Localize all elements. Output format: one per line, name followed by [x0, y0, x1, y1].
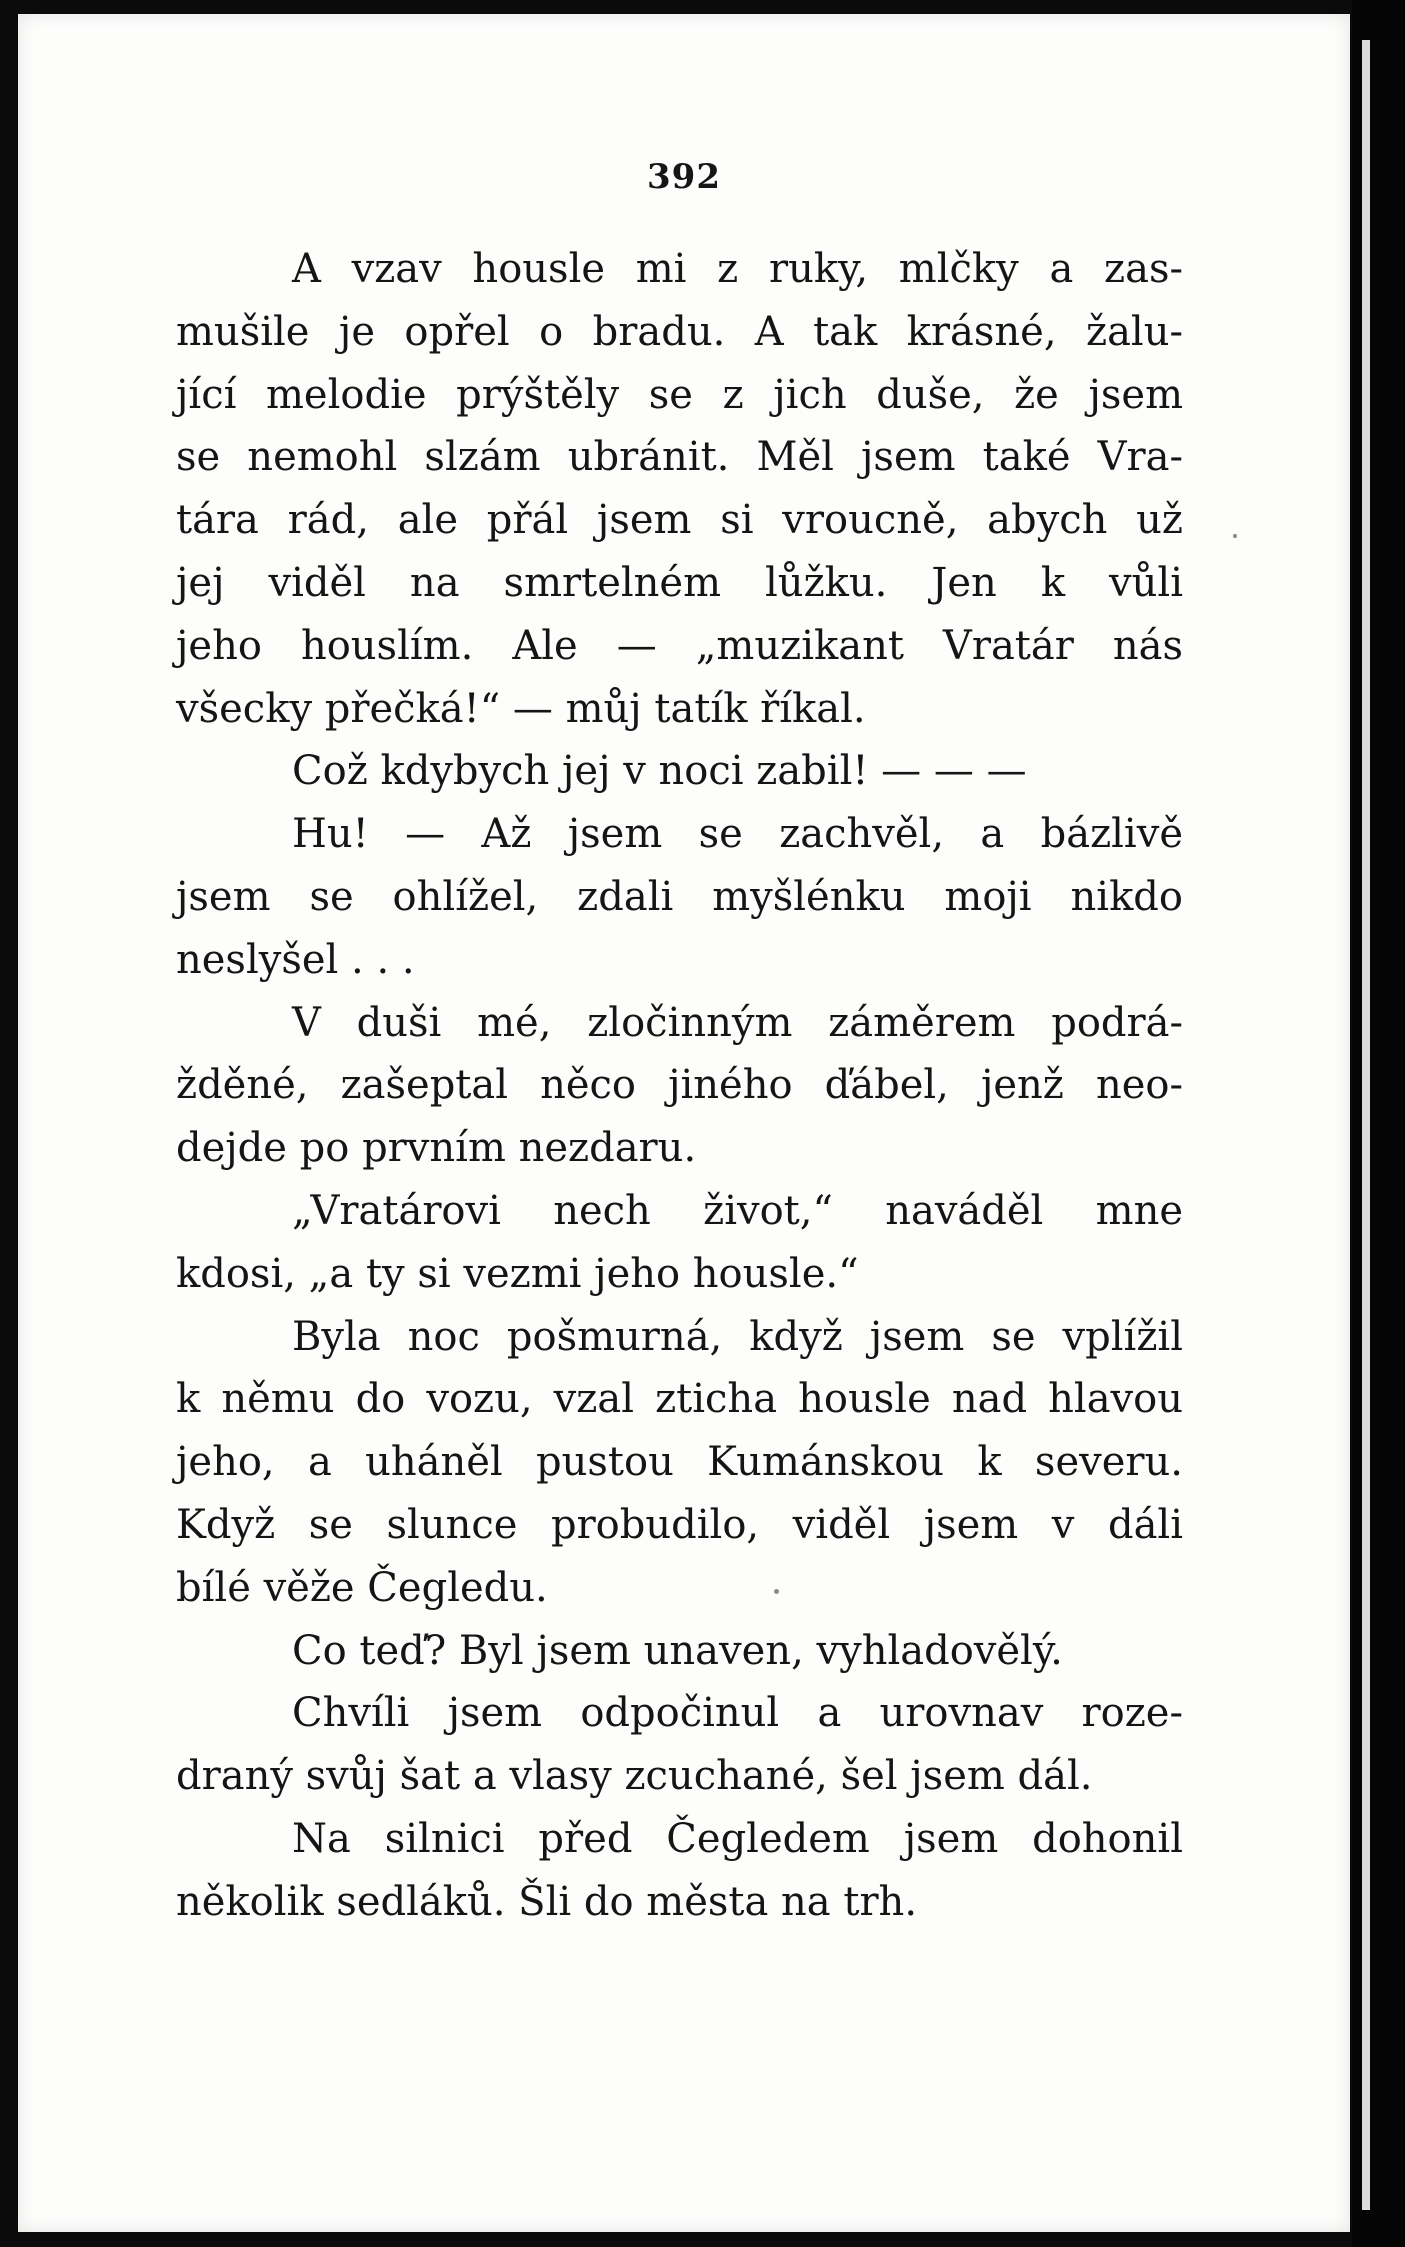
body-text [176, 238, 1183, 1934]
text-line: Chvíli jsem odpočinul a urovnav roze- [292, 1690, 1183, 1737]
text-line: Na silnici před Čegledem jsem dohonil [292, 1815, 1183, 1862]
text-line: neslyšel . . . [176, 936, 415, 983]
text-line: žděné, zašeptal něco jiného ďábel, jenž neo- [176, 1062, 1183, 1109]
text-line: V duši mé, zločinným záměrem podrá- [292, 999, 1183, 1046]
text-line: Když se slunce probudilo, viděl jsem v dáli [176, 1501, 1183, 1548]
text-line: draný svůj šat a vlasy zcuchané, šel jsem dál. [176, 1753, 1093, 1800]
adjacent-page-sliver [1362, 40, 1370, 2210]
text-line: Byla noc pošmurná, když jsem se vplížil [292, 1313, 1183, 1360]
text-line: kdosi, „a ty si vezmi jeho housle.“ [176, 1250, 859, 1297]
text-line: mušile je opřel o bradu. A tak krásné, žalu- [176, 308, 1183, 355]
text-line: všecky přečká!“ — můj tatík říkal. [176, 685, 866, 732]
text-line: tára rád, ale přál jsem si vroucně, abych už [176, 497, 1183, 544]
text-line: jeho houslím. Ale — „muzikant Vratár nás [176, 622, 1183, 669]
page-number: 392 [647, 157, 721, 197]
text-line: „Vratárovi nech život,“ naváděl mne [292, 1187, 1183, 1234]
ink-speck [1233, 534, 1237, 538]
text-line: několik sedláků. Šli do města na trh. [176, 1878, 918, 1925]
text-line: bílé věže Čegledu. [176, 1564, 548, 1611]
text-line: se nemohl slzám ubránit. Měl jsem také Vra- [176, 434, 1183, 481]
scan-edge [1352, 0, 1405, 2247]
text-line: jeho, a uháněl pustou Kumánskou k severu. [176, 1439, 1183, 1486]
text-line: jej viděl na smrtelném lůžku. Jen k vůli [176, 559, 1183, 606]
text-line: Hu! — Až jsem se zachvěl, a bázlivě [292, 811, 1183, 858]
text-line: Co teď? Byl jsem unaven, vyhladovělý. [292, 1627, 1063, 1674]
text-line: jící melodie prýštěly se z jich duše, že jsem [176, 371, 1183, 418]
text-line: Což kdybych jej v noci zabil! — — — [292, 748, 1027, 795]
text-line: dejde po prvním nezdaru. [176, 1125, 697, 1172]
text-line: k němu do vozu, vzal zticha housle nad hlavou [176, 1376, 1183, 1423]
text-line: A vzav housle mi z ruky, mlčky a zas- [292, 246, 1183, 292]
text-line: jsem se ohlížel, zdali myšlénku moji nikdo [176, 873, 1183, 920]
